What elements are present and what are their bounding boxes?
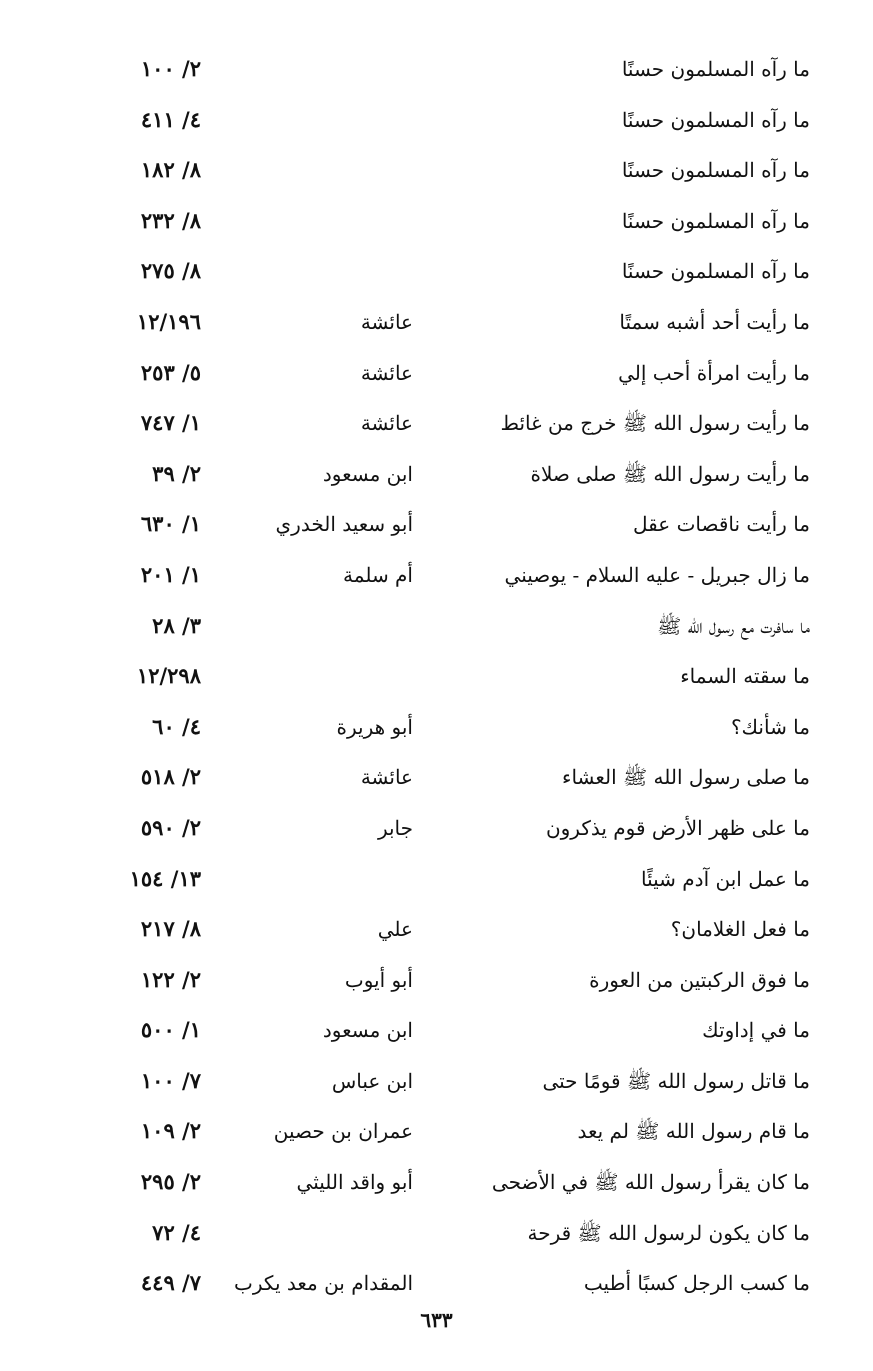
- index-row: [0, 651, 873, 702]
- index-row: [0, 196, 873, 247]
- hadith-index-table: [0, 44, 873, 1309]
- hadith-text: ما كان يقرأ رسول الله ﷺ في الأضحى: [491, 1170, 810, 1195]
- volume-page-ref: ٢/ ١٠٩: [140, 1118, 201, 1144]
- hadith-text: ما رآه المسلمون حسنًا: [621, 259, 810, 284]
- index-row: [0, 1208, 873, 1259]
- narrator-name: ابن مسعود: [322, 461, 413, 486]
- volume-page-ref: ٥/ ٢٥٣: [140, 359, 201, 385]
- hadith-text: ما كسب الرجل كسبًا أطيب: [583, 1271, 810, 1296]
- volume-page-ref: ٧/ ٤٤٩: [140, 1270, 201, 1296]
- hadith-text: ما شأنك؟: [730, 714, 810, 739]
- index-row: [0, 246, 873, 297]
- hadith-text: ما رأيت أحد أشبه سمتًا: [619, 309, 810, 334]
- hadith-text: ما قاتل رسول الله ﷺ قومًا حتى: [542, 1068, 810, 1093]
- hadith-text: ما سافرت مع رسول الله ﷺ: [657, 613, 810, 638]
- hadith-text: ما زال جبريل - عليه السلام - يوصيني: [504, 562, 810, 587]
- index-row: [0, 955, 873, 1006]
- hadith-text: ما كان يكون لرسول الله ﷺ قرحة: [527, 1220, 810, 1245]
- volume-page-ref: ٤/ ٤١١: [140, 106, 201, 132]
- volume-page-ref: ١٢/١٩٦: [136, 308, 201, 334]
- volume-page-ref: ٢/ ١٠٠: [140, 56, 201, 81]
- index-row: [0, 550, 873, 601]
- volume-page-ref: ٨/ ٢١٧: [140, 916, 201, 942]
- volume-page-ref: ١/ ٥٠٠: [140, 1017, 201, 1043]
- volume-page-ref: ٨/ ٢٣٢: [140, 207, 201, 233]
- index-row: [0, 854, 873, 905]
- hadith-text: ما صلى رسول الله ﷺ العشاء: [562, 765, 810, 790]
- narrator-name: أبو أيوب: [344, 967, 413, 992]
- index-row: [0, 44, 873, 95]
- index-row: [0, 752, 873, 803]
- volume-page-ref: ٨/ ٢٧٥: [140, 258, 201, 284]
- index-row: [0, 398, 873, 449]
- index-row: [0, 1056, 873, 1107]
- narrator-name: ابن عباس: [331, 1068, 413, 1093]
- hadith-text: ما في إداوتك: [702, 1018, 810, 1043]
- narrator-name: أبو هريرة: [336, 714, 413, 739]
- hadith-text: ما على ظهر الأرض قوم يذكرون: [545, 815, 810, 840]
- index-row: [0, 449, 873, 500]
- hadith-text: ما رآه المسلمون حسنًا: [621, 208, 810, 233]
- page-number: ٦٣٣: [420, 1308, 453, 1332]
- index-row: [0, 348, 873, 399]
- volume-page-ref: ٣/ ٢٨: [152, 612, 201, 638]
- hadith-text: ما عمل ابن آدم شيئًا: [641, 866, 810, 891]
- volume-page-ref: ١/ ٢٠١: [140, 561, 201, 587]
- index-row: [0, 803, 873, 854]
- volume-page-ref: ١٢/٢٩٨: [136, 663, 201, 689]
- narrator-name: عمران بن حصين: [273, 1119, 413, 1144]
- narrator-name: علي: [377, 917, 413, 942]
- narrator-name: عائشة: [360, 765, 413, 790]
- volume-page-ref: ٢/ ٣٩: [152, 460, 201, 486]
- hadith-text: ما رأيت رسول الله ﷺ صلى صلاة: [530, 461, 810, 486]
- narrator-name: أم سلمة: [343, 562, 413, 587]
- volume-page-ref: ٢/ ٥١٨: [140, 764, 201, 790]
- index-row: [0, 702, 873, 753]
- narrator-name: ابن مسعود: [322, 1018, 413, 1043]
- hadith-text: ما سقته السماء: [680, 664, 810, 689]
- volume-page-ref: ٤/ ٦٠: [152, 713, 201, 739]
- index-row: [0, 1157, 873, 1208]
- index-row: [0, 601, 873, 652]
- hadith-text: ما قام رسول الله ﷺ لم يعد: [577, 1119, 810, 1144]
- index-row: [0, 1005, 873, 1056]
- index-row: [0, 145, 873, 196]
- volume-page-ref: ١/ ٦٣٠: [140, 511, 201, 537]
- volume-page-ref: ٢/ ٢٩٥: [140, 1169, 201, 1195]
- hadith-text: ما رأيت ناقصات عقل: [633, 512, 810, 537]
- volume-page-ref: ٨/ ١٨٢: [140, 157, 201, 183]
- narrator-name: جابر: [377, 815, 413, 840]
- hadith-text: ما فعل الغلامان؟: [670, 917, 810, 942]
- volume-page-ref: ٤/ ٧٢: [152, 1219, 201, 1245]
- index-row: [0, 1258, 873, 1309]
- narrator-name: أبو سعيد الخدري: [275, 512, 413, 537]
- hadith-text: ما فوق الركبتين من العورة: [589, 967, 810, 992]
- hadith-text: ما رأيت رسول الله ﷺ خرج من غائط: [500, 411, 810, 436]
- index-row: [0, 297, 873, 348]
- volume-page-ref: ١/ ٧٤٧: [140, 410, 201, 436]
- index-row: [0, 95, 873, 146]
- volume-page-ref: ٢/ ٥٩٠: [140, 814, 201, 840]
- narrator-name: عائشة: [360, 411, 413, 436]
- volume-page-ref: ١٣/ ١٥٤: [129, 865, 201, 891]
- hadith-text: ما رأيت امرأة أحب إلي: [618, 360, 810, 385]
- volume-page-ref: ٢/ ١٢٢: [140, 966, 201, 992]
- narrator-name: المقدام بن معد يكرب: [234, 1271, 413, 1296]
- narrator-name: عائشة: [360, 309, 413, 334]
- hadith-text: ما رآه المسلمون حسنًا: [621, 158, 810, 183]
- index-row: [0, 1106, 873, 1157]
- index-row: [0, 499, 873, 550]
- index-row: [0, 904, 873, 955]
- hadith-text: ما رآه المسلمون حسنًا: [621, 107, 810, 132]
- narrator-name: عائشة: [360, 360, 413, 385]
- narrator-name: أبو واقد الليثي: [296, 1170, 413, 1195]
- hadith-text: ما رآه المسلمون حسنًا: [621, 57, 810, 81]
- volume-page-ref: ٧/ ١٠٠: [140, 1067, 201, 1093]
